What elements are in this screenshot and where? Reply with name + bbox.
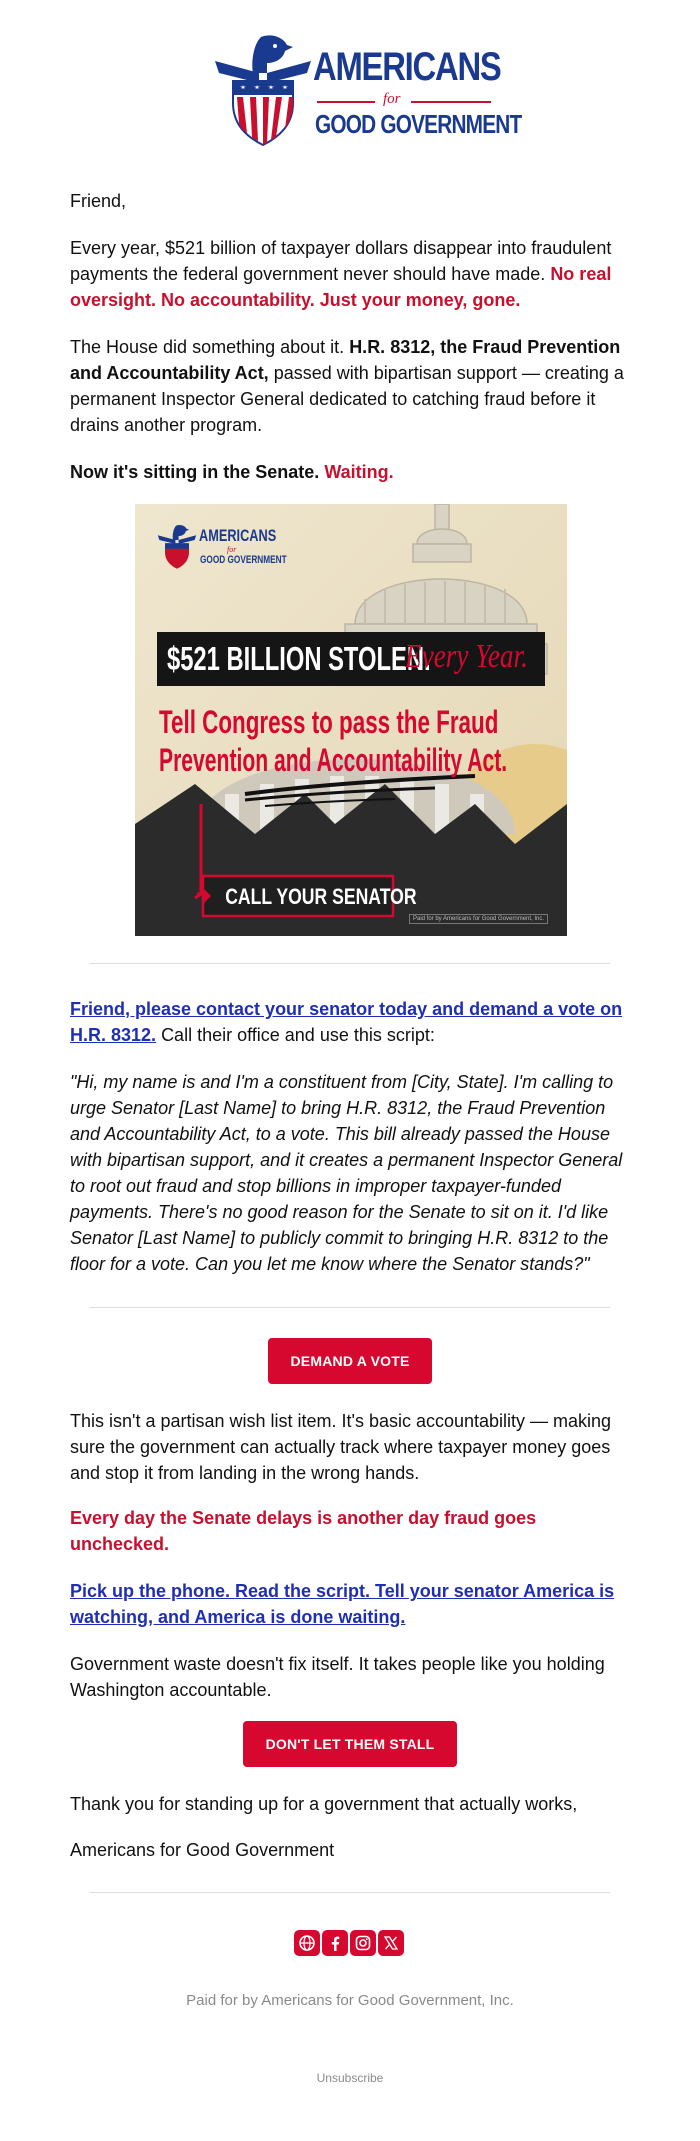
instagram-icon[interactable]: [350, 1930, 376, 1956]
eagle-shield-icon: [213, 33, 313, 148]
senate-paragraph: [70, 459, 632, 485]
unsubscribe-link[interactable]: Unsubscribe: [316, 2071, 384, 2085]
call-to-action-paragraph: [70, 1578, 632, 1630]
accountability-paragraph: This isn't a partisan wish list item. It's basic accountability — making sure the government can actually track where taxpayer money goes and stop it from landing in the wrong hands.: [70, 1411, 612, 1483]
logo-wordmark-for: for: [383, 91, 401, 107]
paid-for-disclaimer: Paid for by Americans for Good Government, Inc.: [186, 1992, 514, 2009]
house-text-b: passed with bipartisan support — creating a permanent Inspector General dedicated to catching fraud before it drains another program.: [70, 363, 624, 435]
hero-logo-icon: [155, 524, 199, 570]
header: [0, 0, 700, 160]
bill-name: H.R. 8312, the Fraud Prevention and Accountability Act,: [70, 337, 621, 383]
call-senator-banner[interactable]: [135, 504, 567, 936]
facebook-icon[interactable]: [322, 1930, 348, 1956]
hero-headline-line2: Prevention and Accountability Act.: [159, 742, 508, 778]
house-text-a: The House did something about it.: [70, 337, 345, 357]
brand-logo[interactable]: [213, 33, 522, 148]
hero-logo-bottom: GOOD GOVERNMENT: [200, 554, 287, 566]
intro-emphasis: No real oversight. No accountability. Just your money, gone.: [70, 264, 612, 310]
hero-logo-top: AMERICANS: [199, 526, 277, 545]
hero-headline-line1: Tell Congress to pass the Fraud: [159, 704, 499, 740]
dont-let-them-stall-button[interactable]: DON'T LET THEM STALL: [243, 1721, 457, 1767]
contact-paragraph: [70, 996, 632, 1048]
logo-wordmark-top: AMERICANS: [313, 45, 501, 89]
x-icon[interactable]: [378, 1930, 404, 1956]
divider: [90, 1307, 610, 1308]
house-paragraph: [70, 334, 632, 438]
signature: Americans for Good Government: [70, 1840, 335, 1860]
logo-rule-right: [411, 101, 491, 103]
demand-vote-button[interactable]: DEMAND A VOTE: [268, 1338, 432, 1384]
senate-waiting: Waiting.: [324, 462, 394, 482]
hero-banner-red: Every Year.: [405, 638, 528, 675]
hero-logo-for: for: [227, 545, 237, 554]
senate-text: Now it's sitting in the Senate.: [70, 462, 320, 482]
divider: [90, 1892, 610, 1893]
contact-text: Call their office and use this script:: [161, 1025, 435, 1045]
thank-you-line: Thank you for standing up for a government that actually works,: [70, 1794, 578, 1814]
contact-senator-link[interactable]: Friend, please contact your senator today and demand a vote on H.R. 8312.: [70, 999, 623, 1045]
logo-rule-left: [317, 101, 375, 103]
waste-paragraph: Government waste doesn't fix itself. It takes people like you holding Washington accountable.: [70, 1654, 605, 1700]
logo-wordmark-bottom: GOOD GOVERNMENT: [315, 109, 522, 139]
hero-disclaimer: Paid for by Americans for Good Government, Inc.: [409, 914, 548, 924]
intro-paragraph: [70, 235, 632, 313]
divider: [90, 963, 610, 964]
delay-warning: Every day the Senate delays is another day fraud goes unchecked.: [70, 1508, 537, 1554]
call-script: "Hi, my name is and I'm a constituent from [City, State]. I'm calling to urge Senator [Last Name] to bring H.R. 8312, the Fraud Prevention and Accountability Act, to a vote. This bill already passed the House with bipartisan support, and it creates a permanent Inspector General to root out fraud and stop billions in improper taxpayer-funded payments. There's no good reason for the Senate to sit on it. I'd like Senator [Last Name] to publicly commit to bringing H.R. 8312 to the floor for a vote. Can you let me know where the Senator stands?": [70, 1072, 623, 1274]
intro-text: Every year, $521 billion of taxpayer dollars disappear into fraudulent payments the federal government never should have made.: [70, 238, 612, 284]
globe-icon[interactable]: [294, 1930, 320, 1956]
greeting: Friend,: [70, 191, 127, 211]
hero-banner-white: $521 BILLION STOLEN.: [167, 640, 431, 677]
hero-cta: CALL YOUR SENATOR: [225, 884, 417, 909]
pick-up-phone-link[interactable]: Pick up the phone. Read the script. Tell your senator America is watching, and America is done waiting.: [70, 1581, 615, 1627]
